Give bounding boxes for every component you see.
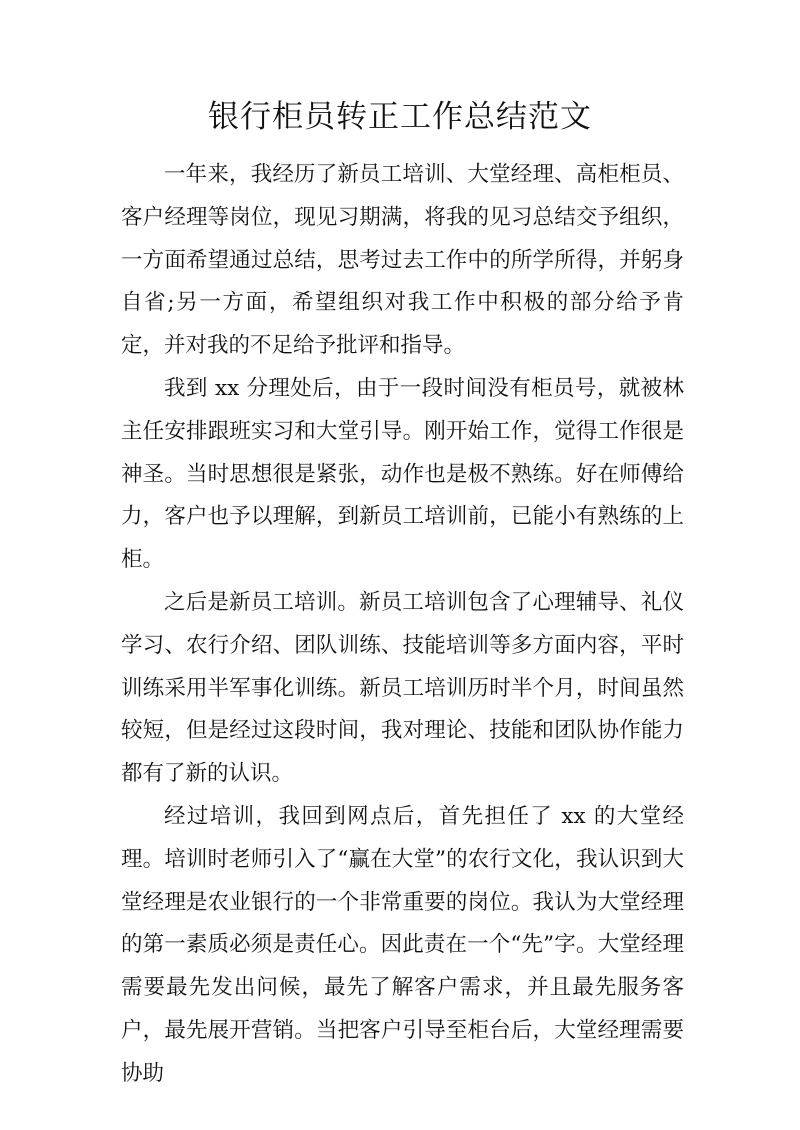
paragraph-3: 之后是新员工培训。新员工培训包含了心理辅导、礼仪学习、农行介绍、团队训练、技能培训等多方面内容，平时训练采用半军事化训练。新员工培训历时半个月，时间虽然较短，但是经过这段时间，我对理论、技能和团队协作能力都有了新的认识。 — [121, 589, 684, 787]
document-title: 银行柜员转正工作总结范文 — [208, 99, 592, 135]
paragraph-4: 经过培训，我回到网点后，首先担任了 xx 的大堂经理。培训时老师引入了“赢在大堂”的农行文化，我认识到大堂经理是农业银行的一个非常重要的岗位。我认为大堂经理的第一素质必须是责任心。因此责在一个“先”字。大堂经理需要最先发出问候，最先了解客户需求，并且最先服务客户，最先展开营销。当把客户引导至柜台后，大堂经理需要协助 — [121, 803, 684, 1086]
document-body — [121, 154, 684, 1096]
paragraph-2: 我到 xx 分理处后，由于一段时间没有柜员号，就被林主任安排跟班实习和大堂引导。刚开始工作，觉得工作很是神圣。当时思想很是紧张，动作也是极不熟练。好在师傅给力，客户也予以理解，到新员工培训前，已能小有熟练的上柜。 — [121, 375, 684, 573]
paragraph-1: 一年来，我经历了新员工培训、大堂经理、高柜柜员、客户经理等岗位，现见习期满，将我的见习总结交予组织，一方面希望通过总结，思考过去工作中的所学所得，并躬身自省;另一方面，希望组织对我工作中积极的部分给予肯定，并对我的不足给予批评和指导。 — [121, 162, 684, 359]
